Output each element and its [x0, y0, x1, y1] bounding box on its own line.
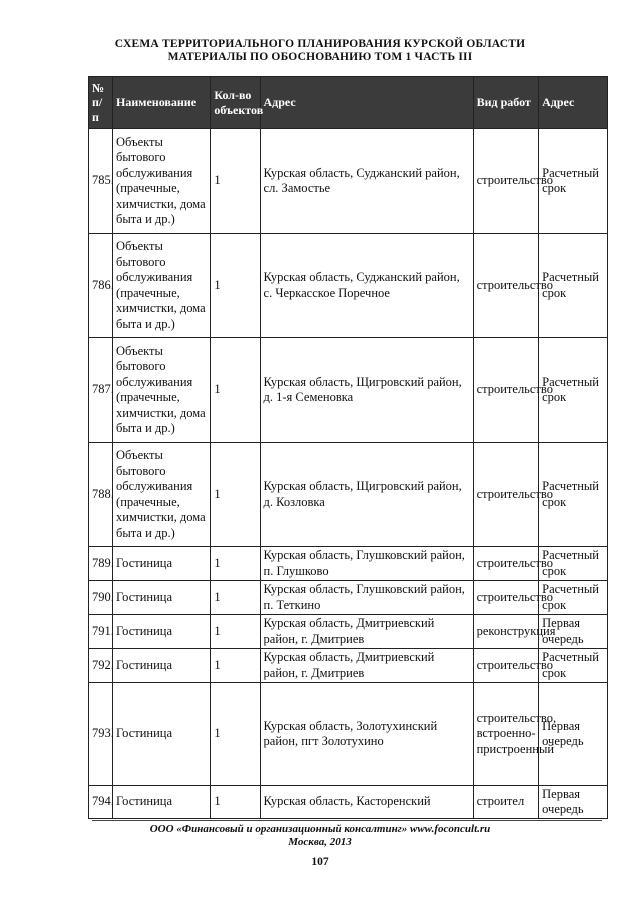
table-row — [89, 683, 608, 786]
row-number: 792. — [89, 649, 113, 683]
row-term: Расчетный срок — [539, 649, 608, 683]
row-address: Курская область, Дмитриевский район, г. Дмитриев — [260, 615, 473, 649]
document-header — [0, 38, 640, 64]
row-count: 1 — [211, 683, 260, 786]
column-header-number: № п/п — [89, 77, 113, 129]
table-row — [89, 581, 608, 615]
row-address: Курская область, Золотухинский район, пгт Золотухино — [260, 683, 473, 786]
row-term: Расчетный срок — [539, 234, 608, 338]
row-work-type: строительство — [473, 443, 539, 547]
table-row — [89, 649, 608, 683]
column-header-address: Адрес — [260, 77, 473, 129]
row-name: Объекты бытового обслуживания (прачечные, химчистки, дома быта и др.) — [113, 234, 211, 338]
footer-divider — [92, 820, 602, 821]
header-title-line-2: МАТЕРИАЛЫ ПО ОБОСНОВАНИЮ ТОМ 1 ЧАСТЬ III — [167, 51, 473, 63]
row-number: 787. — [89, 338, 113, 443]
footer-city-year: Москва, 2013 — [288, 836, 352, 848]
column-header-count: Кол-во объектов — [211, 77, 260, 129]
row-work-type: строительство — [473, 649, 539, 683]
row-work-type: реконструкция — [473, 615, 539, 649]
row-count: 1 — [211, 581, 260, 615]
row-name: Гостиница — [113, 615, 211, 649]
row-term: Расчетный срок — [539, 443, 608, 547]
row-address: Курская область, Глушковский район, п. Теткино — [260, 581, 473, 615]
row-number: 790. — [89, 581, 113, 615]
row-name: Объекты бытового обслуживания (прачечные, химчистки, дома быта и др.) — [113, 443, 211, 547]
row-number: 789. — [89, 547, 113, 581]
row-address: Курская область, Касторенский — [260, 786, 473, 819]
row-count: 1 — [211, 649, 260, 683]
row-work-type: строительство, встроенно-пристроенный — [473, 683, 539, 786]
row-address: Курская область, Глушковский район, п. Глушково — [260, 547, 473, 581]
row-work-type: строител — [473, 786, 539, 819]
table-header-row — [89, 77, 608, 129]
header-title-line-1: СХЕМА ТЕРРИТОРИАЛЬНОГО ПЛАНИРОВАНИЯ КУРСКОЙ ОБЛАСТИ — [114, 38, 526, 50]
row-name: Гостиница — [113, 547, 211, 581]
row-number: 791. — [89, 615, 113, 649]
row-address: Курская область, Щигровский район, д. Козловка — [260, 443, 473, 547]
row-name: Гостиница — [113, 649, 211, 683]
row-number: 785. — [89, 129, 113, 234]
row-number: 793. — [89, 683, 113, 786]
table-row — [89, 338, 608, 443]
column-header-name: Наименование — [113, 77, 211, 129]
row-term: Расчетный срок — [539, 129, 608, 234]
row-term: Расчетный срок — [539, 338, 608, 443]
row-name: Объекты бытового обслуживания (прачечные, химчистки, дома быта и др.) — [113, 129, 211, 234]
row-count: 1 — [211, 786, 260, 819]
table-row — [89, 443, 608, 547]
row-count: 1 — [211, 443, 260, 547]
table-row — [89, 786, 608, 819]
row-work-type: строительство — [473, 129, 539, 234]
row-number: 788. — [89, 443, 113, 547]
table-row — [89, 234, 608, 338]
row-name: Гостиница — [113, 786, 211, 819]
row-term: Первая очередь — [539, 615, 608, 649]
table-row — [89, 129, 608, 234]
row-work-type: строительство — [473, 547, 539, 581]
footer-company: ООО «Финансовый и организационный консалтинг» www.foconcult.ru — [149, 823, 491, 835]
row-address: Курская область, Щигровский район, д. 1-я Семеновка — [260, 338, 473, 443]
table-row — [89, 615, 608, 649]
page-number: 107 — [311, 856, 329, 868]
row-count: 1 — [211, 615, 260, 649]
row-term: Расчетный срок — [539, 581, 608, 615]
column-header-work-type: Вид работ — [473, 77, 539, 129]
row-work-type: строительство — [473, 581, 539, 615]
row-count: 1 — [211, 129, 260, 234]
row-count: 1 — [211, 234, 260, 338]
column-header-term: Адрес — [539, 77, 608, 129]
row-name: Гостиница — [113, 683, 211, 786]
row-address: Курская область, Суджанский район, с. Черкасское Поречное — [260, 234, 473, 338]
row-count: 1 — [211, 547, 260, 581]
row-name: Гостиница — [113, 581, 211, 615]
row-address: Курская область, Суджанский район, сл. Замостье — [260, 129, 473, 234]
row-work-type: строительство — [473, 338, 539, 443]
row-address: Курская область, Дмитриевский район, г. Дмитриев — [260, 649, 473, 683]
row-count: 1 — [211, 338, 260, 443]
row-number: 786. — [89, 234, 113, 338]
objects-table — [88, 76, 608, 819]
row-term: Первая очередь — [539, 683, 608, 786]
row-term: Первая очередь — [539, 786, 608, 819]
row-number: 794. — [89, 786, 113, 819]
table-row — [89, 547, 608, 581]
row-work-type: строительство — [473, 234, 539, 338]
row-term: Расчетный срок — [539, 547, 608, 581]
row-name: Объекты бытового обслуживания (прачечные, химчистки, дома быта и др.) — [113, 338, 211, 443]
